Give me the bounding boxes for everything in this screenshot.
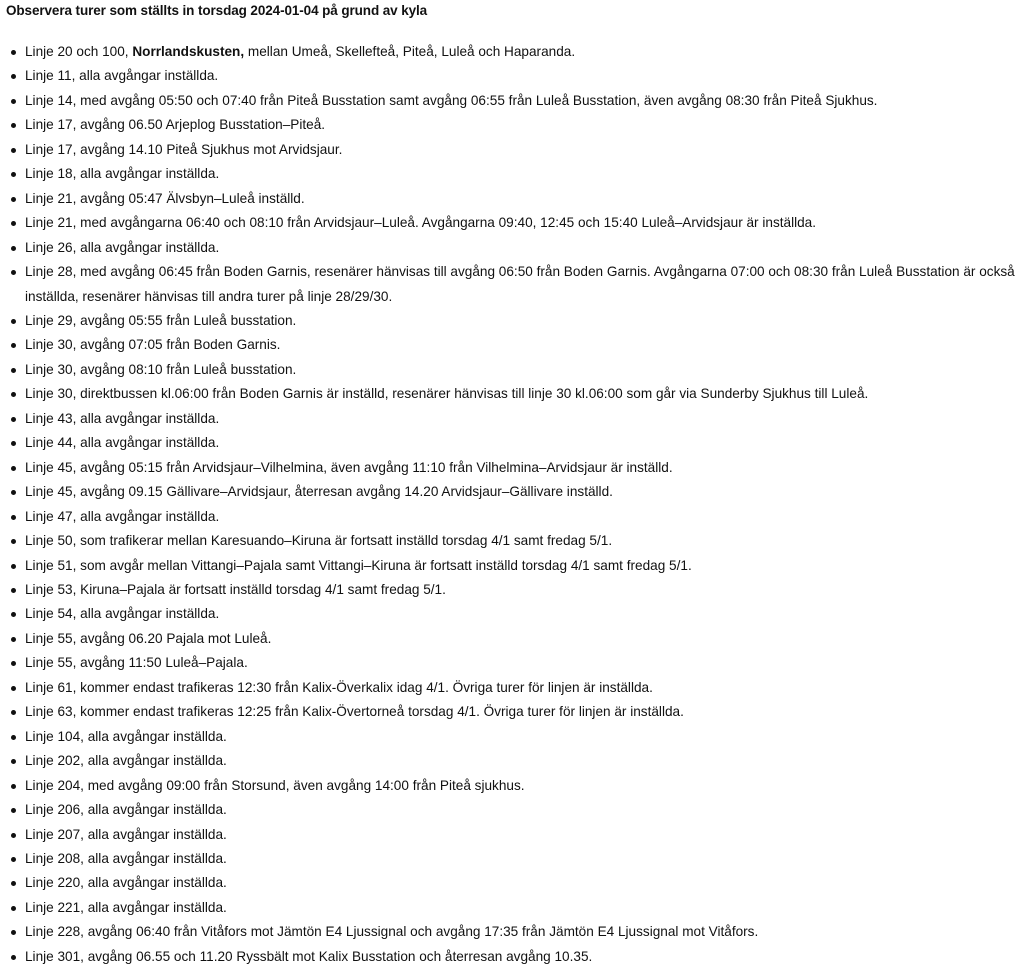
- list-item: [6, 358, 1024, 382]
- list-item: [6, 407, 1024, 431]
- notice-title: Observera turer som ställts in torsdag 2024-01-04 på grund av kyla: [6, 3, 428, 18]
- list-item: [6, 505, 1024, 529]
- list-item: [6, 627, 1024, 651]
- list-item-text: Linje 63, kommer endast trafikeras 12:25 från Kalix-Övertorneå torsdag 4/1. Övriga turer för linjen är inställda.: [25, 704, 684, 720]
- list-item: [6, 651, 1024, 675]
- list-item-text: Linje 301, avgång 06.55 och 11.20 Ryssbält mot Kalix Busstation och återresan avgång 10.35.: [25, 948, 593, 964]
- list-item: [6, 871, 1024, 895]
- list-item: [6, 847, 1024, 871]
- list-item-text: Linje 14, med avgång 05:50 och 07:40 från Piteå Busstation samt avgång 06:55 från Luleå Busstation, även avgång 08:30 från Piteå Sjukhus.: [25, 92, 878, 108]
- list-item-text: Linje 45, avgång 09.15 Gällivare–Arvidsjaur, återresan avgång 14.20 Arvidsjaur–Gällivare inställd.: [25, 484, 613, 500]
- list-item-text: Linje 202, alla avgångar inställda.: [25, 753, 227, 769]
- list-item-text: Linje 221, alla avgångar inställda.: [25, 899, 227, 915]
- list-item: [6, 89, 1024, 113]
- list-item: [6, 431, 1024, 455]
- list-item: [6, 64, 1024, 88]
- list-item-text: Linje 21, avgång 05:47 Älvsbyn–Luleå inställd.: [25, 190, 305, 206]
- list-item: [6, 333, 1024, 357]
- list-item: [6, 896, 1024, 920]
- list-item: [6, 40, 1024, 64]
- list-item-text: Linje 29, avgång 05:55 från Luleå busstation.: [25, 312, 297, 328]
- item-text-bold: Norrlandskusten,: [132, 44, 245, 59]
- list-item-text: Linje 55, avgång 11:50 Luleå–Pajala.: [25, 655, 248, 671]
- list-item-text: Linje 18, alla avgångar inställda.: [25, 166, 220, 182]
- list-item: [6, 823, 1024, 847]
- list-item: [6, 578, 1024, 602]
- list-item: [6, 382, 1024, 406]
- list-item-text: Linje 53, Kiruna–Pajala är fortsatt inställd torsdag 4/1 samt fredag 5/1.: [25, 581, 446, 597]
- list-item-text: Linje 206, alla avgångar inställda.: [25, 802, 227, 818]
- list-item-text: Linje 28, med avgång 06:45 från Boden Garnis, resenärer hänvisas till avgång 06:50 från Boden Garnis. Avgångarna 07:00 och 08:30 från Luleå Busstation är också inställda, resenärer hänvisas till andra turer på linje 28/29/30.: [25, 264, 1015, 304]
- list-item: [6, 211, 1024, 235]
- list-item: [6, 113, 1024, 137]
- list-item-text: Linje 55, avgång 06.20 Pajala mot Luleå.: [25, 630, 272, 646]
- list-item: [6, 260, 1024, 309]
- list-item-text: Linje 104, alla avgångar inställda.: [25, 728, 227, 744]
- list-item: [6, 749, 1024, 773]
- list-item-text: Linje 51, som avgår mellan Vittangi–Pajala samt Vittangi–Kiruna är fortsatt inställd torsdag 4/1 samt fredag 5/1.: [25, 557, 692, 573]
- list-item-text: Linje 26, alla avgångar inställda.: [25, 239, 220, 255]
- list-item: [6, 676, 1024, 700]
- list-item-text: Linje 45, avgång 05:15 från Arvidsjaur–Vilhelmina, även avgång 11:10 från Vilhelmina–Arvidsjaur är inställd.: [25, 459, 673, 475]
- list-item-text: Linje 21, med avgångarna 06:40 och 08:10 från Arvidsjaur–Luleå. Avgångarna 09:40, 12:45 och 15:40 Luleå–Arvidsjaur är inställda.: [25, 215, 817, 231]
- list-item-text: Linje 204, med avgång 09:00 från Storsund, även avgång 14:00 från Piteå sjukhus.: [25, 777, 525, 793]
- list-item: [6, 138, 1024, 162]
- list-item: [6, 187, 1024, 211]
- list-item-text: Linje 30, avgång 08:10 från Luleå busstation.: [25, 361, 297, 377]
- list-item-text: Linje 54, alla avgångar inställda.: [25, 606, 220, 622]
- list-item: [6, 554, 1024, 578]
- list-item: [6, 309, 1024, 333]
- cancelled-routes-list: [6, 40, 1024, 969]
- list-item-text: Linje 44, alla avgångar inställda.: [25, 435, 220, 451]
- list-item-text: Linje 50, som trafikerar mellan Karesuando–Kiruna är fortsatt inställd torsdag 4/1 samt fredag 5/1.: [25, 533, 613, 549]
- list-item: [6, 700, 1024, 724]
- item-text-suffix: mellan Umeå, Skellefteå, Piteå, Luleå och Haparanda.: [244, 44, 576, 59]
- item-text-prefix: Linje 20 och 100,: [25, 44, 133, 59]
- list-item: [6, 162, 1024, 186]
- list-item-text: Linje 207, alla avgångar inställda.: [25, 826, 227, 842]
- list-item-text: Linje 43, alla avgångar inställda.: [25, 410, 220, 426]
- list-item-text: Linje 220, alla avgångar inställda.: [25, 875, 227, 891]
- list-item-text: Linje 30, direktbussen kl.06:00 från Boden Garnis är inställd, resenärer hänvisas till linje 30 kl.06:00 som går via Sunderby Sjukhus till Luleå.: [25, 386, 869, 402]
- list-item: [6, 602, 1024, 626]
- list-item: [6, 236, 1024, 260]
- list-item-text: Linje 228, avgång 06:40 från Vitåfors mot Jämtön E4 Ljussignal och avgång 17:35 från Jämtön E4 Ljussignal mot Vitåfors.: [25, 924, 759, 940]
- list-item-text: Linje 17, avgång 14.10 Piteå Sjukhus mot Arvidsjaur.: [25, 141, 343, 157]
- list-item: [6, 480, 1024, 504]
- list-item: [6, 529, 1024, 553]
- list-item-text: Linje 11, alla avgångar inställda.: [25, 68, 219, 84]
- list-item: [6, 456, 1024, 480]
- list-item: [6, 920, 1024, 944]
- list-item: [6, 774, 1024, 798]
- list-item-text: Linje 30, avgång 07:05 från Boden Garnis.: [25, 337, 281, 353]
- list-item-text: Linje 47, alla avgångar inställda.: [25, 508, 220, 524]
- list-item-text: Linje 208, alla avgångar inställda.: [25, 850, 227, 866]
- list-item: [6, 798, 1024, 822]
- list-item: [6, 725, 1024, 749]
- list-item: [6, 945, 1024, 969]
- list-item-text: Linje 61, kommer endast trafikeras 12:30 från Kalix-Överkalix idag 4/1. Övriga turer för linjen är inställda.: [25, 679, 653, 695]
- list-item-text: Linje 17, avgång 06.50 Arjeplog Busstation–Piteå.: [25, 117, 326, 133]
